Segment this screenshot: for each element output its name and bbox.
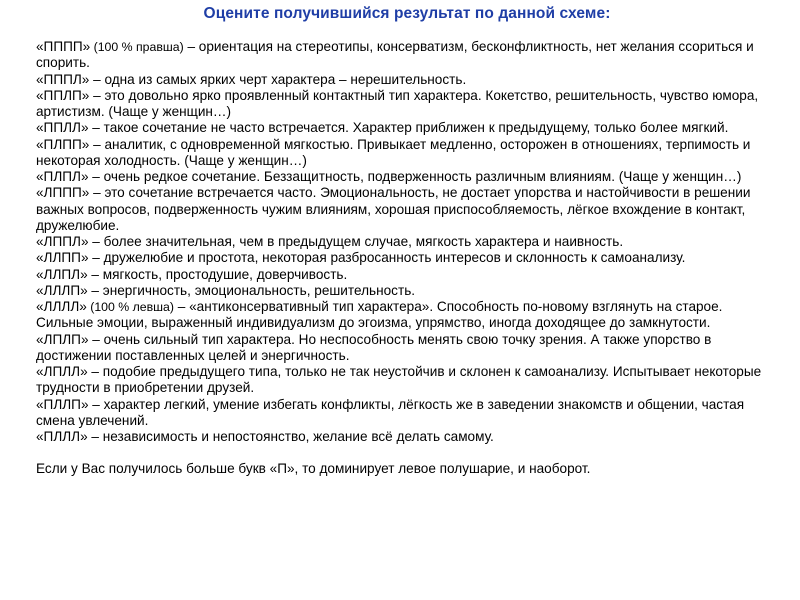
list-item — [36, 39, 778, 72]
conclusion-text: Если у Вас получилось больше букв «П», то доминирует левое полушарие, и наоборот. — [36, 461, 591, 477]
list-item — [36, 72, 778, 88]
combination-code: «ПЛПЛ» — [36, 169, 89, 184]
combination-description: – более значительная, чем в предыдущем случае, мягкость характера и наивность. — [88, 234, 624, 249]
combination-description: – характер легкий, умение избегать конфликты, лёгкость же в заведении знакомств и общении, частая смена увлечений. — [36, 396, 745, 428]
combination-description: – одна из самых ярких черт характера – нерешительность. — [89, 71, 467, 87]
list-item — [36, 283, 778, 299]
list-item — [36, 267, 778, 283]
combination-code: «ПЛЛЛ» — [36, 429, 88, 444]
list-item — [36, 88, 778, 121]
entries-list — [36, 39, 778, 445]
combination-description: – очень редкое сочетание. Беззащитность, подверженность различным влияниям. (Чаще у женщин…) — [88, 169, 742, 184]
list-item — [36, 234, 778, 250]
combination-code: «ЛЛПЛ» — [36, 266, 88, 282]
list-item — [36, 185, 778, 234]
combination-code: «ППЛЛ» — [36, 120, 89, 136]
list-item — [36, 332, 778, 365]
combination-description: – энергичность, эмоциональность, решительность. — [87, 282, 416, 298]
combination-description: – дружелюбие и простота, некоторая разбросанность интересов и склонность к самоанализу. — [88, 250, 686, 266]
combination-description: – это довольно ярко проявленный контактный тип характера. Кокетство, решительность, чувство юмора, артистизм. (Чаще у женщин…) — [36, 87, 759, 119]
combination-description: – мягкость, простодушие, доверчивость. — [87, 266, 348, 282]
combination-code: «ППЛП» — [36, 87, 90, 103]
list-item — [36, 250, 778, 266]
list-item — [36, 120, 778, 136]
combination-code: «ЛППЛ» — [36, 234, 89, 249]
combination-description: – «антиконсервативный тип характера». Способность по-новому взглянуть на старое. Сильные эмоции, выраженный индивидуализм до эгоизма, упрямство, иногда доходящее до замкнутости. — [36, 299, 723, 331]
combination-code: «ЛЛЛЛ» — [36, 299, 87, 314]
combination-code: «ПЛПП» — [36, 136, 90, 152]
list-item — [36, 299, 778, 332]
combination-code: «ЛПЛЛ» — [36, 364, 88, 379]
combination-code: «ЛЛЛП» — [36, 282, 88, 298]
list-item — [36, 137, 778, 170]
combination-description: – независимость и непостоянство, желание всё делать самому. — [87, 429, 494, 444]
combination-description: – очень сильный тип характера. Но неспособность менять свою точку зрения. А также упорство в достижении поставленных целей и энергичность. — [36, 331, 712, 363]
list-item — [36, 429, 778, 445]
combination-description: – ориентация на стереотипы, консерватизм, бесконфликтность, нет желания ссориться и спорить. — [36, 39, 754, 71]
combination-description: – это сочетание встречается часто. Эмоциональность, не достает упорства и настойчивости в решении важных вопросов, подверженность чужим влияниям, хорошая приспособляемость, лёгкое вхождение в контакт, дружелюбие. — [36, 185, 751, 233]
combination-description: – аналитик, с одновременной мягкостью. Привыкает медленно, осторожен в отношениях, терпимость и некоторая холодность. (Чаще у женщин…) — [36, 136, 751, 168]
combination-code: «ПППЛ» — [36, 71, 90, 87]
combination-code: «ЛППП» — [36, 185, 90, 201]
list-item — [36, 397, 778, 430]
combination-description: – подобие предыдущего типа, только не так неустойчив и склонен к самоанализу. Испытывает некоторые трудности в приобретении друзей. — [36, 364, 762, 396]
combination-note: (100 % левша) — [86, 300, 174, 314]
combination-code: «ЛПЛП» — [36, 331, 89, 347]
combination-note: (100 % правша) — [90, 40, 184, 54]
combination-code: «ЛЛПП» — [36, 250, 89, 266]
list-item — [36, 364, 778, 397]
list-item — [36, 169, 778, 185]
page-title: Оцените получившийся результат по данной схеме: — [203, 5, 611, 22]
combination-description: – такое сочетание не часто встречается. Характер приближен к предыдущему, только более мягкий. — [88, 120, 729, 136]
combination-code: «ПППП» — [36, 39, 91, 54]
combination-code: «ПЛЛП» — [36, 396, 89, 412]
